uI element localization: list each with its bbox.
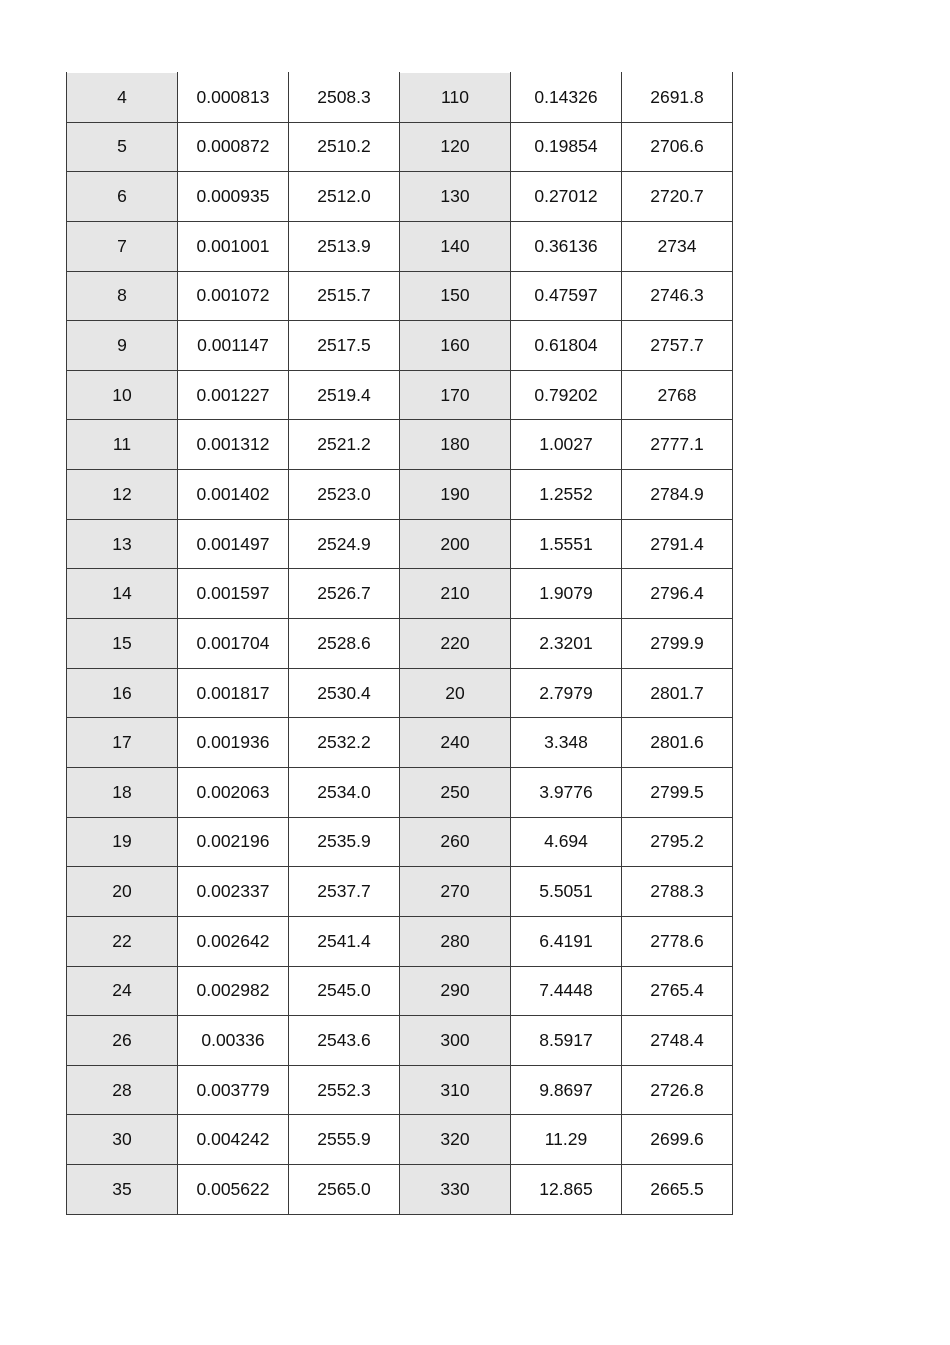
table-cell: 0.005622 bbox=[178, 1165, 289, 1215]
table-key-cell: 300 bbox=[400, 1016, 511, 1066]
table-cell: 2726.8 bbox=[622, 1065, 733, 1115]
table-cell: 2777.1 bbox=[622, 420, 733, 470]
table-cell: 0.79202 bbox=[511, 370, 622, 420]
table-cell: 0.14326 bbox=[511, 73, 622, 123]
table-row bbox=[67, 1165, 733, 1215]
table-key-cell: 4 bbox=[67, 73, 178, 123]
table-cell: 0.001936 bbox=[178, 718, 289, 768]
table-cell: 1.2552 bbox=[511, 470, 622, 520]
table-cell: 0.002337 bbox=[178, 867, 289, 917]
table-cell: 0.000935 bbox=[178, 172, 289, 222]
table-cell: 0.19854 bbox=[511, 122, 622, 172]
table-cell: 12.865 bbox=[511, 1165, 622, 1215]
table-cell: 2517.5 bbox=[289, 321, 400, 371]
table-cell: 0.001001 bbox=[178, 221, 289, 271]
table-cell: 9.8697 bbox=[511, 1065, 622, 1115]
table-cell: 2545.0 bbox=[289, 966, 400, 1016]
table-cell: 0.002982 bbox=[178, 966, 289, 1016]
table-key-cell: 18 bbox=[67, 767, 178, 817]
table-cell: 2535.9 bbox=[289, 817, 400, 867]
table-key-cell: 180 bbox=[400, 420, 511, 470]
table-key-cell: 250 bbox=[400, 767, 511, 817]
table-cell: 0.27012 bbox=[511, 172, 622, 222]
table-key-cell: 16 bbox=[67, 668, 178, 718]
table-key-cell: 9 bbox=[67, 321, 178, 371]
table-key-cell: 8 bbox=[67, 271, 178, 321]
table-cell: 2768 bbox=[622, 370, 733, 420]
table-key-cell: 35 bbox=[67, 1165, 178, 1215]
table-cell: 2791.4 bbox=[622, 519, 733, 569]
table-key-cell: 200 bbox=[400, 519, 511, 569]
table-cell: 2523.0 bbox=[289, 470, 400, 520]
table-row bbox=[67, 916, 733, 966]
table-row bbox=[67, 420, 733, 470]
table-cell: 2778.6 bbox=[622, 916, 733, 966]
table-row bbox=[67, 966, 733, 1016]
table-key-cell: 14 bbox=[67, 569, 178, 619]
table-cell: 0.001817 bbox=[178, 668, 289, 718]
table-cell: 2537.7 bbox=[289, 867, 400, 917]
table-key-cell: 210 bbox=[400, 569, 511, 619]
table-key-cell: 6 bbox=[67, 172, 178, 222]
table-cell: 2784.9 bbox=[622, 470, 733, 520]
table-cell: 2796.4 bbox=[622, 569, 733, 619]
table-cell: 0.001072 bbox=[178, 271, 289, 321]
table-cell: 2513.9 bbox=[289, 221, 400, 271]
table-cell: 0.36136 bbox=[511, 221, 622, 271]
table-key-cell: 160 bbox=[400, 321, 511, 371]
table-row bbox=[67, 668, 733, 718]
table-cell: 0.00336 bbox=[178, 1016, 289, 1066]
table-cell: 2532.2 bbox=[289, 718, 400, 768]
table-cell: 2555.9 bbox=[289, 1115, 400, 1165]
table-key-cell: 260 bbox=[400, 817, 511, 867]
table-cell: 1.5551 bbox=[511, 519, 622, 569]
table-row bbox=[67, 817, 733, 867]
table-row bbox=[67, 519, 733, 569]
table-key-cell: 24 bbox=[67, 966, 178, 1016]
table-key-cell: 320 bbox=[400, 1115, 511, 1165]
data-table bbox=[66, 72, 733, 1215]
table-key-cell: 26 bbox=[67, 1016, 178, 1066]
table-cell: 6.4191 bbox=[511, 916, 622, 966]
table-key-cell: 150 bbox=[400, 271, 511, 321]
table-cell: 0.000872 bbox=[178, 122, 289, 172]
table-key-cell: 28 bbox=[67, 1065, 178, 1115]
table-key-cell: 310 bbox=[400, 1065, 511, 1115]
table-row bbox=[67, 271, 733, 321]
table-cell: 0.001597 bbox=[178, 569, 289, 619]
table-cell: 2534.0 bbox=[289, 767, 400, 817]
table-cell: 0.001312 bbox=[178, 420, 289, 470]
table-cell: 2799.9 bbox=[622, 619, 733, 669]
table-cell: 2665.5 bbox=[622, 1165, 733, 1215]
table-key-cell: 130 bbox=[400, 172, 511, 222]
table-key-cell: 220 bbox=[400, 619, 511, 669]
table-cell: 2541.4 bbox=[289, 916, 400, 966]
table-cell: 0.001147 bbox=[178, 321, 289, 371]
table-cell: 2519.4 bbox=[289, 370, 400, 420]
table-key-cell: 120 bbox=[400, 122, 511, 172]
table-row bbox=[67, 470, 733, 520]
table-cell: 2512.0 bbox=[289, 172, 400, 222]
table-cell: 2515.7 bbox=[289, 271, 400, 321]
table-cell: 2528.6 bbox=[289, 619, 400, 669]
table-key-cell: 13 bbox=[67, 519, 178, 569]
table-cell: 0.001227 bbox=[178, 370, 289, 420]
table-cell: 2734 bbox=[622, 221, 733, 271]
table-row bbox=[67, 867, 733, 917]
table-key-cell: 5 bbox=[67, 122, 178, 172]
table-row bbox=[67, 172, 733, 222]
table-key-cell: 280 bbox=[400, 916, 511, 966]
table-key-cell: 15 bbox=[67, 619, 178, 669]
table-cell: 2795.2 bbox=[622, 817, 733, 867]
table-row bbox=[67, 122, 733, 172]
table-cell: 8.5917 bbox=[511, 1016, 622, 1066]
table-cell: 0.002196 bbox=[178, 817, 289, 867]
table-row bbox=[67, 73, 733, 123]
table-row bbox=[67, 1065, 733, 1115]
table-cell: 2552.3 bbox=[289, 1065, 400, 1115]
table-key-cell: 19 bbox=[67, 817, 178, 867]
table-key-cell: 20 bbox=[400, 668, 511, 718]
table-key-cell: 11 bbox=[67, 420, 178, 470]
table-key-cell: 190 bbox=[400, 470, 511, 520]
table-cell: 2.7979 bbox=[511, 668, 622, 718]
table-cell: 2543.6 bbox=[289, 1016, 400, 1066]
table-key-cell: 110 bbox=[400, 73, 511, 123]
table-cell: 2801.6 bbox=[622, 718, 733, 768]
table-key-cell: 290 bbox=[400, 966, 511, 1016]
table-cell: 2.3201 bbox=[511, 619, 622, 669]
table-cell: 1.9079 bbox=[511, 569, 622, 619]
table-cell: 2565.0 bbox=[289, 1165, 400, 1215]
table-cell: 2788.3 bbox=[622, 867, 733, 917]
table-key-cell: 10 bbox=[67, 370, 178, 420]
table-cell: 0.61804 bbox=[511, 321, 622, 371]
data-table-body bbox=[67, 73, 733, 1215]
table-cell: 2691.8 bbox=[622, 73, 733, 123]
table-key-cell: 7 bbox=[67, 221, 178, 271]
table-row bbox=[67, 370, 733, 420]
table-cell: 1.0027 bbox=[511, 420, 622, 470]
table-cell: 0.003779 bbox=[178, 1065, 289, 1115]
table-cell: 2521.2 bbox=[289, 420, 400, 470]
table-key-cell: 30 bbox=[67, 1115, 178, 1165]
table-cell: 4.694 bbox=[511, 817, 622, 867]
table-cell: 2720.7 bbox=[622, 172, 733, 222]
table-cell: 0.002642 bbox=[178, 916, 289, 966]
table-cell: 2757.7 bbox=[622, 321, 733, 371]
table-key-cell: 170 bbox=[400, 370, 511, 420]
table-key-cell: 17 bbox=[67, 718, 178, 768]
table-row bbox=[67, 1115, 733, 1165]
table-cell: 3.348 bbox=[511, 718, 622, 768]
table-cell: 2526.7 bbox=[289, 569, 400, 619]
table-row bbox=[67, 321, 733, 371]
table-cell: 0.001402 bbox=[178, 470, 289, 520]
table-cell: 2508.3 bbox=[289, 73, 400, 123]
table-row bbox=[67, 718, 733, 768]
table-key-cell: 22 bbox=[67, 916, 178, 966]
table-cell: 0.001497 bbox=[178, 519, 289, 569]
table-cell: 0.002063 bbox=[178, 767, 289, 817]
table-cell: 2765.4 bbox=[622, 966, 733, 1016]
table-cell: 2748.4 bbox=[622, 1016, 733, 1066]
table-cell: 2699.6 bbox=[622, 1115, 733, 1165]
table-cell: 3.9776 bbox=[511, 767, 622, 817]
table-cell: 11.29 bbox=[511, 1115, 622, 1165]
table-key-cell: 12 bbox=[67, 470, 178, 520]
table-cell: 0.000813 bbox=[178, 73, 289, 123]
table-key-cell: 240 bbox=[400, 718, 511, 768]
table-cell: 2530.4 bbox=[289, 668, 400, 718]
table-cell: 2801.7 bbox=[622, 668, 733, 718]
table-row bbox=[67, 767, 733, 817]
table-row bbox=[67, 619, 733, 669]
table-key-cell: 270 bbox=[400, 867, 511, 917]
table-cell: 2746.3 bbox=[622, 271, 733, 321]
table-cell: 2524.9 bbox=[289, 519, 400, 569]
table-cell: 2510.2 bbox=[289, 122, 400, 172]
table-key-cell: 140 bbox=[400, 221, 511, 271]
table-cell: 2706.6 bbox=[622, 122, 733, 172]
table-cell: 5.5051 bbox=[511, 867, 622, 917]
table-row bbox=[67, 221, 733, 271]
table-cell: 2799.5 bbox=[622, 767, 733, 817]
table-key-cell: 20 bbox=[67, 867, 178, 917]
table-cell: 0.47597 bbox=[511, 271, 622, 321]
table-row bbox=[67, 569, 733, 619]
table-cell: 7.4448 bbox=[511, 966, 622, 1016]
table-cell: 0.004242 bbox=[178, 1115, 289, 1165]
table-row bbox=[67, 1016, 733, 1066]
table-key-cell: 330 bbox=[400, 1165, 511, 1215]
table-cell: 0.001704 bbox=[178, 619, 289, 669]
